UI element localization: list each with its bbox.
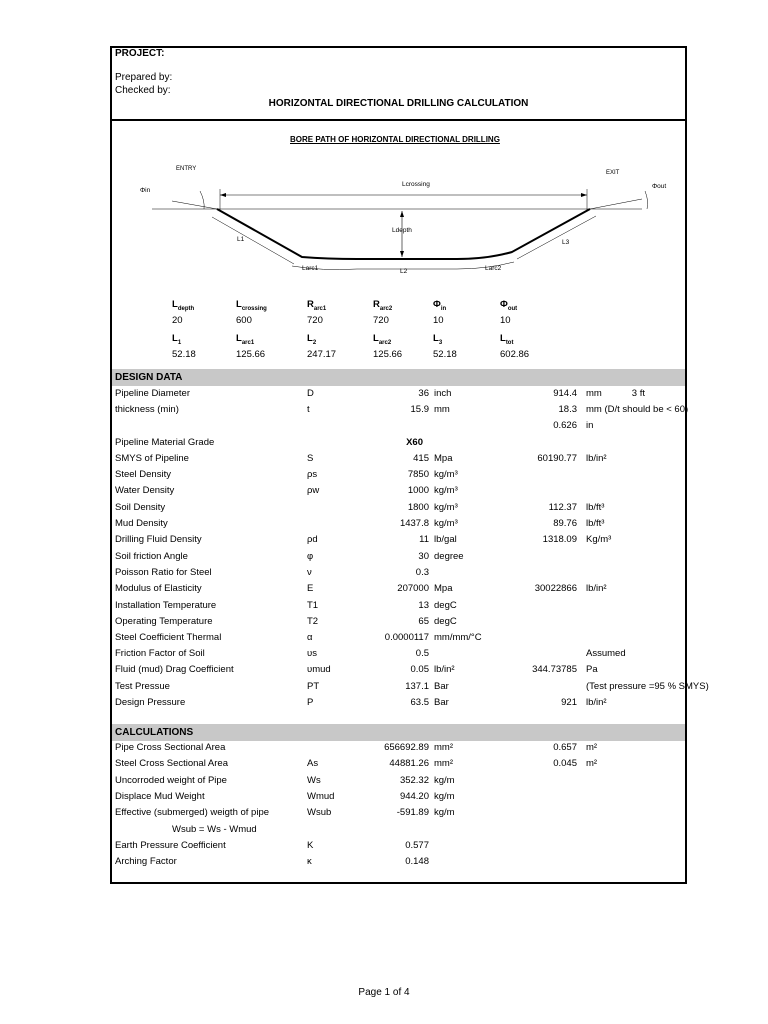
row-value: 36 [418, 388, 429, 399]
row-value: 15.9 [410, 404, 429, 415]
row-unit: kg/m [434, 791, 455, 802]
row-symbol: κ [307, 856, 312, 867]
param-label: $R_{arc1}$ [307, 299, 327, 312]
row-symbol: υmud [307, 664, 331, 675]
row-unit-alt: Kg/m³ [586, 534, 612, 545]
row-value: 1437.8 [399, 518, 429, 529]
param-value: 600 [236, 315, 252, 326]
param-value: 125.66 [236, 349, 266, 360]
row-symbol: Wmud [307, 791, 335, 802]
param-label: $L_{tot}$ [500, 333, 514, 346]
table-row [112, 534, 685, 549]
row-name: Steel Cross Sectional Area [115, 758, 229, 769]
table-row [112, 664, 685, 679]
row-name: Water Density [115, 485, 175, 496]
row-unit: degree [434, 551, 464, 562]
row-value: 944.20 [399, 791, 429, 802]
row-symbol: t [307, 404, 310, 415]
row-name: Wsub = Ws - Wmud [172, 824, 257, 835]
row-value: 11 [419, 534, 429, 545]
param-label: $L_1$ [172, 333, 182, 346]
row-unit-alt: Assumed [586, 648, 626, 659]
table-row [112, 742, 685, 757]
table-row [112, 469, 685, 484]
row-unit: lb/in² [434, 664, 455, 675]
row-symbol: ρs [307, 469, 318, 480]
row-value: -591.89 [396, 807, 429, 818]
param-label: $L_{arc2}$ [373, 333, 392, 346]
row-unit: mm/mm/°C [434, 632, 482, 643]
row-name: Poisson Ratio for Steel [115, 567, 212, 578]
row-name: Test Pressue [115, 681, 170, 692]
row-symbol: ν [307, 567, 312, 578]
row-unit: Bar [434, 681, 449, 692]
param-label: $L_2$ [307, 333, 317, 346]
row-symbol: α [307, 632, 313, 643]
row-unit-alt: mm [586, 388, 602, 399]
row-name: Soil Density [115, 502, 166, 513]
row-unit-alt: lb/ft³ [586, 502, 605, 513]
row-name: Arching Factor [115, 856, 177, 867]
row-value: 0.148 [405, 856, 429, 867]
row-unit: kg/m [434, 775, 455, 786]
param-value: 602.86 [500, 349, 530, 360]
param-value: 10 [500, 315, 511, 326]
row-unit: mm² [434, 742, 453, 753]
row-name: Drilling Fluid Density [115, 534, 202, 545]
bore-path-drawing [112, 119, 685, 299]
row-symbol: E [307, 583, 314, 594]
param-value: 720 [373, 315, 389, 326]
page-title: HORIZONTAL DIRECTIONAL DRILLING CALCULATION [268, 98, 529, 109]
table-row [112, 681, 709, 696]
row-value-alt: 914.4 [553, 388, 577, 399]
larc2-label: Larc2 [485, 265, 502, 272]
l3-label: L3 [562, 239, 570, 246]
l2-label: L2 [400, 268, 408, 275]
row-symbol: φ [307, 551, 314, 562]
row-value: 44881.26 [389, 758, 429, 769]
row-name: Friction Factor of Soil [115, 648, 205, 659]
row-value: 207000 [397, 583, 429, 594]
row-value: X60 [406, 437, 423, 448]
row-unit: mm² [434, 758, 453, 769]
row-name: Design Pressure [115, 697, 186, 708]
row-value-alt: 30022866 [534, 583, 577, 594]
row-unit-alt: lb/in² [586, 583, 607, 594]
row-name: Fluid (mud) Drag Coefficient [115, 664, 234, 675]
row-value: 1800 [407, 502, 429, 513]
row-symbol: Ws [307, 775, 321, 786]
row-symbol: ρw [307, 485, 320, 496]
table-row [112, 632, 685, 647]
row-value: 1000 [407, 485, 429, 496]
row-unit: kg/m [434, 807, 455, 818]
exit-label: EXIT [606, 170, 620, 176]
row-value: 0.3 [415, 567, 429, 578]
row-name: Effective (submerged) weigth of pipe [115, 807, 270, 818]
row-unit-alt: mm (D/t should be < 60) [586, 404, 689, 415]
row-unit-alt: m² [586, 742, 598, 753]
row-value: 65 [418, 616, 429, 627]
row-unit-alt: (Test pressure =95 % SMYS) [586, 681, 709, 692]
param-value: 52.18 [172, 349, 196, 360]
table-row [112, 388, 685, 403]
row-value: 30 [418, 551, 429, 562]
row-value-alt: 60190.77 [537, 453, 577, 464]
param-label: $R_{arc2}$ [373, 299, 393, 312]
row-symbol: T1 [307, 600, 319, 611]
row-name: Mud Density [115, 518, 168, 529]
table-row [112, 648, 685, 663]
row-unit: kg/m³ [434, 469, 458, 480]
row-symbol: υs [307, 648, 317, 659]
row-name: Installation Temperature [115, 600, 217, 611]
row-unit-alt: lb/in² [586, 453, 607, 464]
row-value: 63.5 [410, 697, 429, 708]
row-symbol: K [307, 840, 314, 851]
row-value: 0.577 [405, 840, 429, 851]
row-name: Operating Temperature [115, 616, 213, 627]
table-row [112, 758, 685, 773]
larc1-label: Larc1 [302, 265, 319, 272]
phi-out-label: Φout [652, 183, 667, 190]
row-symbol: As [307, 758, 319, 769]
calculation-sheet [110, 46, 709, 884]
l-crossing-label: Lcrossing [402, 181, 430, 188]
table-row [112, 856, 685, 871]
diagram-title: BORE PATH OF HORIZONTAL DIRECTIONAL DRILLING [290, 135, 500, 144]
row-unit-alt: in [586, 420, 594, 431]
row-value: 415 [413, 453, 429, 464]
row-unit: degC [434, 600, 457, 611]
l1-label: L1 [237, 236, 245, 243]
header [112, 48, 685, 121]
table-row [112, 518, 685, 533]
row-symbol: S [307, 453, 314, 464]
row-unit: Bar [434, 697, 449, 708]
row-unit: inch [434, 388, 452, 399]
row-value-alt: 0.657 [553, 742, 577, 753]
row-value-alt: 0.626 [553, 420, 577, 431]
param-label: $L_{crossing}$ [236, 299, 267, 312]
table-row [112, 420, 685, 435]
row-name: Steel Coefficient Thermal [115, 632, 222, 643]
param-value: 720 [307, 315, 323, 326]
row-symbol: T2 [307, 616, 319, 627]
table-row [112, 775, 685, 790]
design-data-header: DESIGN DATA [112, 369, 685, 386]
row-unit: Mpa [434, 453, 453, 464]
table-row [112, 791, 685, 806]
row-unit-alt: lb/ft³ [586, 518, 605, 529]
row-name: Soil friction Angle [115, 551, 188, 562]
row-unit: kg/m³ [434, 485, 458, 496]
row-value-ft: 3 ft [631, 388, 645, 399]
row-name: thickness (min) [115, 404, 179, 415]
table-row [112, 616, 685, 631]
param-label: $\Phi_{out}$ [500, 299, 518, 312]
row-unit-alt: Pa [586, 664, 598, 675]
row-name: Pipeline Diameter [115, 388, 190, 399]
table-row [112, 404, 689, 419]
row-name: Steel Density [115, 469, 171, 480]
row-value-alt: 89.76 [553, 518, 577, 529]
row-name: Earth Pressure Coefficient [115, 840, 226, 851]
row-value-alt: 344.73785 [532, 664, 577, 675]
table-row [112, 807, 685, 822]
table-row [112, 600, 685, 615]
table-row [112, 824, 685, 839]
row-value: 656692.89 [384, 742, 429, 753]
row-value: 137.1 [405, 681, 429, 692]
row-name: SMYS of Pipeline [115, 453, 189, 464]
l-depth-label: Ldepth [392, 227, 412, 234]
entry-label: ENTRY [176, 166, 197, 172]
row-symbol: ρd [307, 534, 318, 545]
table-row [112, 840, 685, 855]
row-unit: kg/m³ [434, 502, 458, 513]
row-value-alt: 112.37 [548, 502, 577, 513]
row-value: 0.5 [415, 648, 429, 659]
table-row [112, 567, 685, 582]
param-label: $L_3$ [433, 333, 443, 346]
table-row [112, 502, 685, 517]
row-name: Pipe Cross Sectional Area [115, 742, 226, 753]
table-row [112, 485, 685, 500]
row-value-alt: 1318.09 [542, 534, 577, 545]
row-symbol: Wsub [307, 807, 332, 818]
row-unit: kg/m³ [434, 518, 458, 529]
row-symbol: D [307, 388, 314, 399]
param-label: $L_{depth}$ [172, 299, 195, 312]
row-name: Uncorroded weight of Pipe [115, 775, 227, 786]
param-value: 247.17 [307, 349, 337, 360]
row-unit: lb/gal [434, 534, 457, 545]
project-label: PROJECT: [115, 48, 165, 59]
row-value: 352.32 [399, 775, 429, 786]
row-unit-alt: m² [586, 758, 598, 769]
prepared-by-label: Prepared by: [115, 72, 173, 83]
page-number: Page 1 of 4 [358, 987, 410, 998]
row-name: Displace Mud Weight [115, 791, 205, 802]
row-name: Pipeline Material Grade [115, 437, 215, 448]
row-value: 0.05 [410, 664, 429, 675]
row-value: 13 [418, 600, 429, 611]
row-symbol: PT [307, 681, 320, 692]
param-label: $\Phi_{in}$ [433, 299, 447, 312]
param-value: 52.18 [433, 349, 457, 360]
table-row [112, 437, 685, 452]
row-value-alt: 0.045 [553, 758, 577, 769]
row-unit: Mpa [434, 583, 453, 594]
row-value: 7850 [407, 469, 429, 480]
row-unit-alt: lb/in² [586, 697, 607, 708]
row-symbol: P [307, 697, 314, 708]
param-value: 10 [433, 315, 444, 326]
param-label: $L_{arc1}$ [236, 333, 255, 346]
row-value-alt: 18.3 [558, 404, 577, 415]
param-value: 125.66 [373, 349, 403, 360]
row-unit: mm [434, 404, 450, 415]
table-row [112, 583, 685, 598]
row-value: 0.0000117 [384, 632, 429, 643]
calculations-header: CALCULATIONS [112, 724, 685, 741]
row-name: Modulus of Elasticity [115, 583, 202, 594]
row-unit: degC [434, 616, 457, 627]
table-row [112, 697, 685, 712]
table-row [112, 453, 685, 468]
phi-in-label: Φin [140, 187, 151, 194]
checked-by-label: Checked by: [115, 85, 171, 96]
row-value-alt: 921 [561, 697, 577, 708]
table-row [112, 551, 685, 566]
param-value: 20 [172, 315, 183, 326]
